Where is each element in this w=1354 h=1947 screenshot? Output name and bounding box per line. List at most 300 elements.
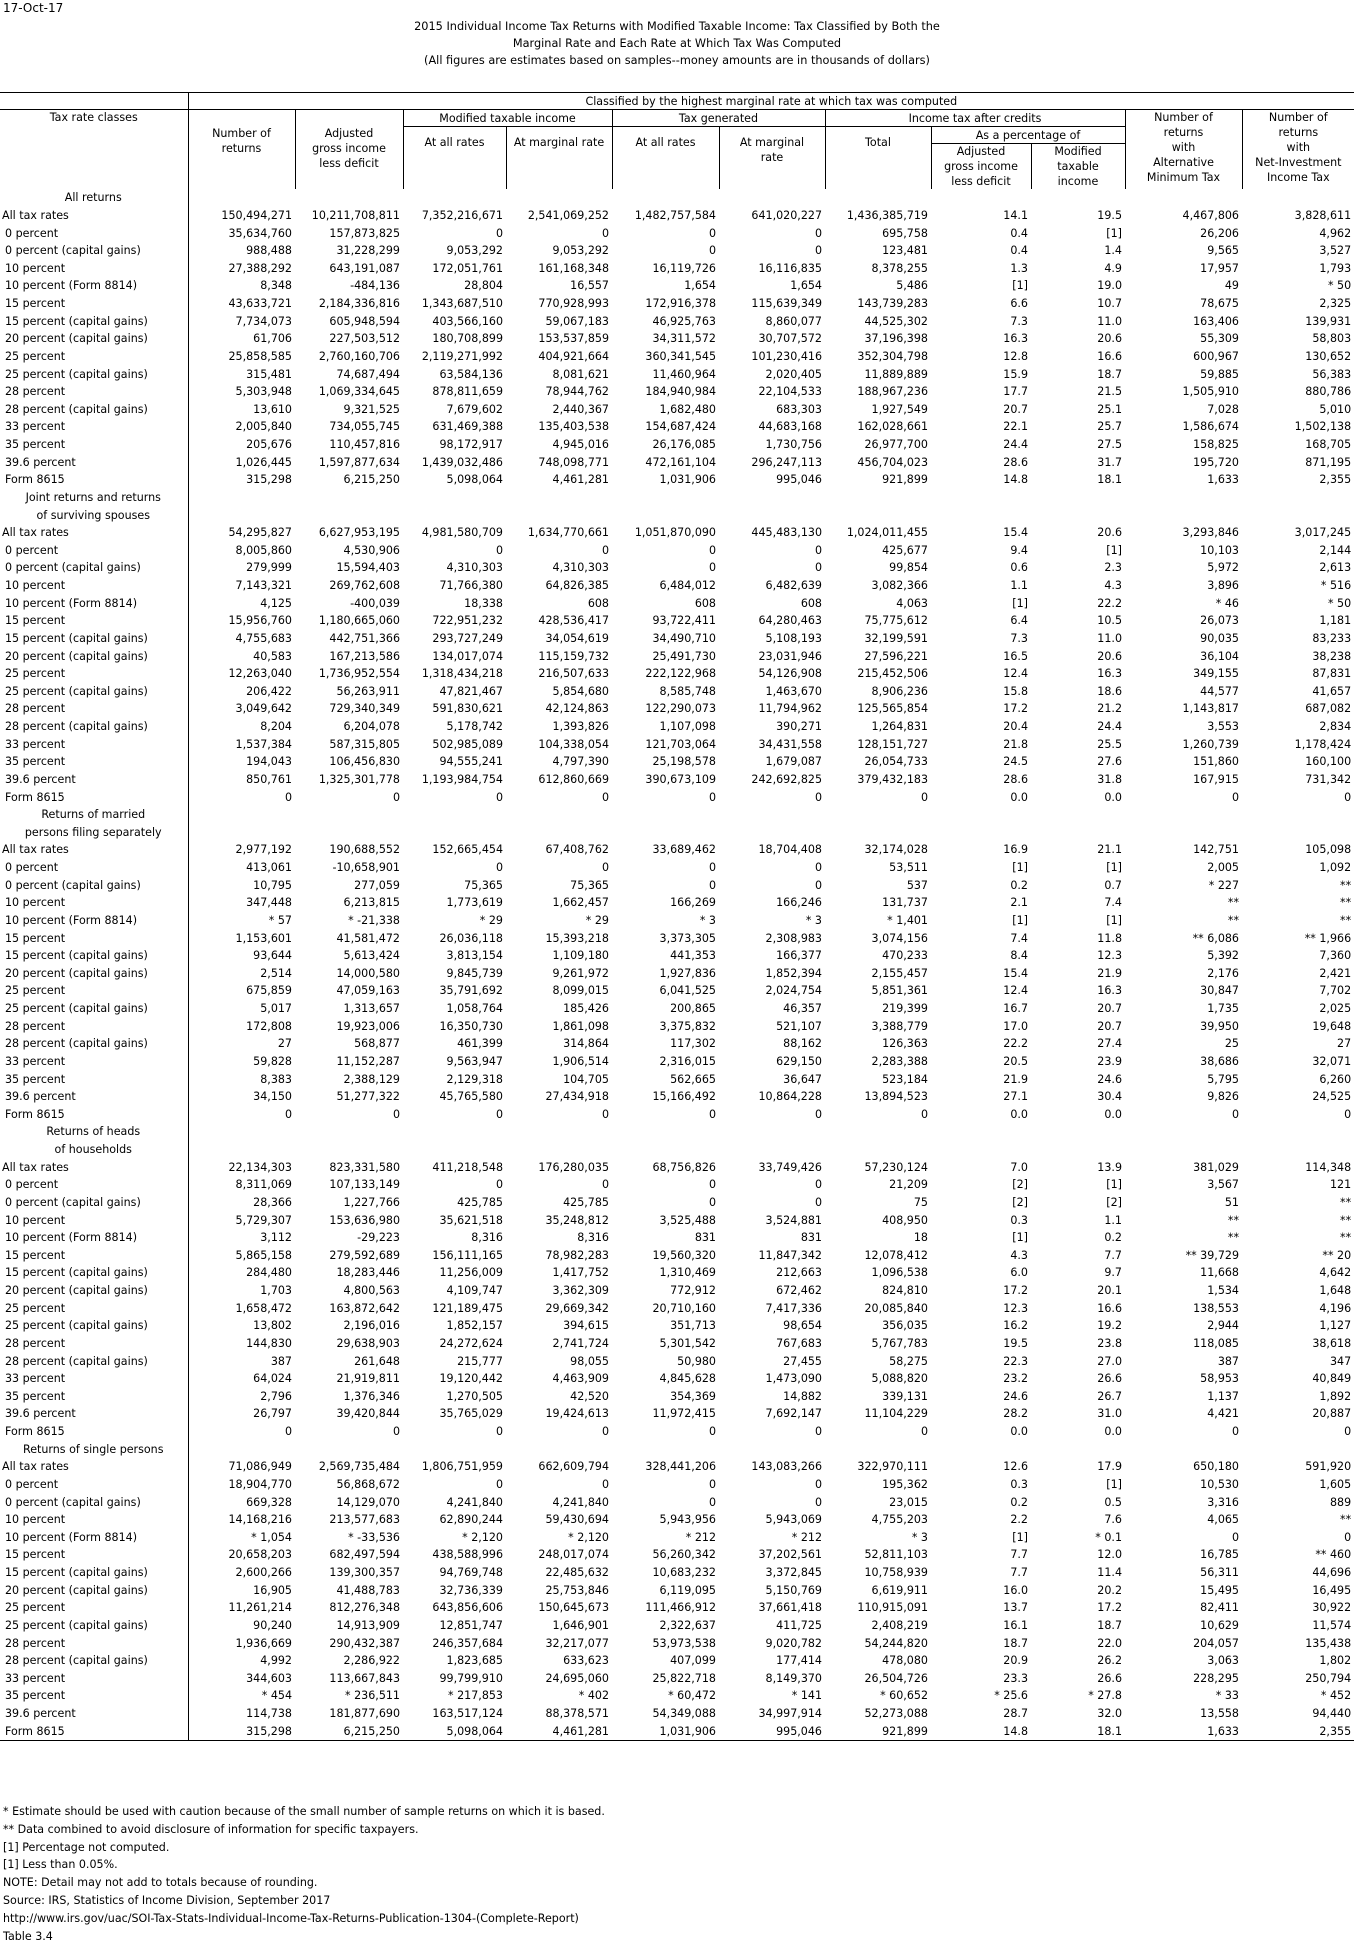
table-row: [0, 383, 1354, 401]
table-cell: 17.0: [1003, 1019, 1028, 1033]
table-row: [0, 453, 1354, 471]
table-row: [0, 1211, 1354, 1229]
table-cell: 15.4: [1003, 966, 1028, 980]
table-cell: 5,729,307: [235, 1213, 292, 1227]
table-cell: 20.7: [1097, 1019, 1122, 1033]
table-cell: 158,825: [1193, 438, 1239, 452]
table-row: [0, 224, 1354, 242]
table-cell: 5,865,158: [235, 1248, 292, 1262]
table-row: [0, 912, 1354, 930]
table-cell: * 3: [805, 913, 822, 927]
table-cell: 1,662,457: [552, 896, 609, 910]
row-label: 10 percent: [0, 577, 188, 595]
empty-cell: [1125, 1440, 1242, 1458]
table-cell: 56,383: [1312, 367, 1352, 381]
table-cell: 0: [814, 878, 822, 892]
empty-cell: [719, 1141, 825, 1159]
table-cell: 18,338: [464, 596, 503, 610]
table-cell: 0: [814, 561, 822, 575]
table-row: [0, 1458, 1354, 1476]
row-label: 28 percent (capital gains): [0, 718, 188, 736]
footnote: [1] Percentage not computed.: [3, 1840, 170, 1854]
table-cell: 22.0: [1097, 1636, 1122, 1650]
empty-cell: [403, 806, 506, 824]
table-cell: 123,481: [882, 244, 928, 258]
table-cell: 16.3: [1003, 332, 1028, 346]
empty-cell: [825, 506, 931, 524]
row-label: 28 percent (capital gains): [0, 1652, 188, 1670]
table-cell: 315,298: [246, 473, 292, 487]
empty-cell: [719, 806, 825, 824]
tax-table: [0, 92, 1354, 1741]
table-cell: 206,422: [246, 684, 292, 698]
table-cell: 9.4: [1010, 543, 1028, 557]
table-cell: 161,168,348: [538, 261, 609, 275]
table-cell: 32,199,591: [864, 631, 928, 645]
table-cell: 111,466,912: [645, 1601, 716, 1615]
table-cell: 78,944,762: [545, 385, 609, 399]
table-cell: 23.9: [1097, 1054, 1122, 1068]
table-cell: ** 1,966: [1304, 931, 1352, 945]
row-label: 35 percent: [0, 1388, 188, 1406]
table-cell: 2,308,983: [765, 931, 822, 945]
table-cell: 995,046: [776, 473, 822, 487]
table-row: [0, 683, 1354, 701]
table-cell: 20.7: [1097, 1002, 1122, 1016]
table-cell: 0: [708, 1195, 716, 1209]
row-label: 33 percent: [0, 1670, 188, 1688]
table-cell: * 50: [1327, 279, 1352, 293]
table-cell: 11.0: [1097, 631, 1122, 645]
group-header-as-percentage-of: As a percentage of: [931, 127, 1125, 144]
table-cell: 168,705: [1305, 438, 1352, 452]
table-cell: 118,085: [1193, 1336, 1239, 1350]
table-cell: 5,150,769: [765, 1583, 822, 1597]
table-cell: 31.8: [1097, 772, 1122, 786]
table-cell: 74,687,494: [336, 367, 400, 381]
col-header-tax-rate-classes: Tax rate classes: [49, 111, 138, 124]
table-cell: 46,925,763: [652, 314, 716, 328]
empty-cell: [612, 189, 719, 207]
col-header-number-of-returns: Number of returns: [188, 110, 295, 190]
table-cell: 30,707,572: [758, 332, 822, 346]
row-label: Form 8615: [0, 788, 188, 806]
table-cell: 47,059,163: [336, 984, 400, 998]
table-cell: 27.6: [1097, 755, 1122, 769]
table-cell: 461,399: [457, 1037, 503, 1051]
table-cell: **: [1340, 1231, 1352, 1245]
section-header-row: [0, 1141, 1354, 1159]
row-label: 10 percent: [0, 1211, 188, 1229]
table-cell: 4,241,840: [552, 1495, 609, 1509]
table-cell: 284,480: [246, 1266, 292, 1280]
table-cell: 15,166,492: [652, 1090, 716, 1104]
section-header-row: [0, 489, 1354, 507]
table-cell: 41,488,783: [336, 1583, 400, 1597]
table-cell: 20.6: [1097, 526, 1122, 540]
table-cell: 3,082,366: [871, 579, 928, 593]
empty-cell: [506, 1141, 612, 1159]
table-cell: 767,683: [776, 1336, 822, 1350]
table-cell: 404,921,664: [538, 349, 609, 363]
table-cell: * 29: [479, 913, 503, 927]
table-cell: 425,677: [882, 543, 928, 557]
table-cell: 22.3: [1003, 1354, 1028, 1368]
table-cell: 3,112: [260, 1231, 292, 1245]
table-cell: 21,209: [889, 1178, 928, 1192]
table-cell: 8,316: [577, 1231, 609, 1245]
table-cell: 38,618: [1312, 1336, 1352, 1350]
table-cell: 12.3: [1003, 1301, 1028, 1315]
table-cell: 2,316,015: [659, 1054, 716, 1068]
table-cell: 290,432,387: [329, 1636, 400, 1650]
table-cell: 13,558: [1200, 1707, 1239, 1721]
row-label: 39.6 percent: [0, 771, 188, 789]
table-cell: 16,557: [570, 279, 609, 293]
table-cell: 5,392: [1207, 949, 1239, 963]
table-cell: 5,301,542: [659, 1336, 716, 1350]
empty-cell: [825, 1141, 931, 1159]
table-cell: 104,338,054: [538, 737, 609, 751]
row-label: 15 percent (capital gains): [0, 1264, 188, 1282]
table-cell: 1,473,090: [765, 1372, 822, 1386]
table-cell: 261,648: [354, 1354, 400, 1368]
table-cell: 11.4: [1097, 1566, 1122, 1580]
table-cell: 328,441,206: [645, 1460, 716, 1474]
table-cell: 470,233: [882, 949, 928, 963]
table-cell: 407,099: [670, 1654, 716, 1668]
table-cell: 122,290,073: [645, 702, 716, 716]
table-cell: 18.7: [1097, 1618, 1122, 1632]
table-cell: 83,233: [1312, 631, 1352, 645]
table-cell: 0: [1344, 1425, 1352, 1439]
section-title: of households: [0, 1141, 188, 1159]
table-cell: * 212: [791, 1530, 822, 1544]
empty-cell: [295, 489, 403, 507]
title-line: Marginal Rate and Each Rate at Which Tax Was Computed: [512, 37, 842, 50]
table-cell: 21.8: [1003, 737, 1028, 751]
table-cell: ** 460: [1315, 1548, 1352, 1562]
table-cell: 6,619,911: [871, 1583, 928, 1597]
table-cell: 194,043: [246, 755, 292, 769]
empty-cell: [295, 1123, 403, 1141]
table-cell: 205,676: [246, 438, 292, 452]
table-cell: 669,328: [246, 1495, 292, 1509]
row-label: 28 percent: [0, 1335, 188, 1353]
table-cell: 50,980: [677, 1354, 716, 1368]
table-cell: 17.7: [1003, 385, 1028, 399]
table-cell: 0.0: [1104, 1425, 1122, 1439]
table-cell: 5,851,361: [871, 984, 928, 998]
table-cell: 23.2: [1003, 1372, 1028, 1386]
table-cell: 1,264,831: [871, 720, 928, 734]
table-cell: 20.1: [1097, 1284, 1122, 1298]
table-cell: 139,931: [1305, 314, 1352, 328]
table-cell: **: [1340, 1513, 1352, 1527]
table-cell: 672,462: [776, 1284, 822, 1298]
empty-cell: [295, 1141, 403, 1159]
table-cell: 7.7: [1010, 1566, 1028, 1580]
table-row: [0, 330, 1354, 348]
table-cell: 629,150: [776, 1054, 822, 1068]
table-cell: 18,283,446: [336, 1266, 400, 1280]
table-cell: 387: [270, 1354, 292, 1368]
table-cell: 8,005,860: [235, 543, 292, 557]
title-line: (All figures are estimates based on samples--money amounts are in thousands of dollars): [424, 54, 930, 67]
table-cell: 2,322,637: [659, 1618, 716, 1632]
table-cell: 2,760,160,706: [318, 349, 400, 363]
table-cell: 1.3: [1010, 261, 1028, 275]
table-row: [0, 947, 1354, 965]
row-label: 0 percent (capital gains): [0, 1493, 188, 1511]
table-cell: * 452: [1320, 1689, 1352, 1703]
table-cell: 1,227,766: [343, 1195, 400, 1209]
empty-cell: [188, 1440, 295, 1458]
table-cell: 2,184,336,816: [318, 297, 400, 311]
table-cell: 27,434,918: [545, 1090, 609, 1104]
empty-cell: [403, 506, 506, 524]
table-cell: 5,098,064: [403, 1722, 506, 1740]
table-cell: 106,456,830: [329, 755, 400, 769]
table-row: [0, 594, 1354, 612]
table-cell: 8,585,748: [659, 684, 716, 698]
table-cell: 25.7: [1097, 420, 1122, 434]
table-cell: [1]: [1106, 861, 1122, 875]
table-cell: 22,485,632: [545, 1566, 609, 1580]
table-cell: 150,494,271: [221, 208, 292, 222]
empty-cell: [295, 824, 403, 842]
table-cell: 772,912: [670, 1284, 716, 1298]
table-cell: 7.7: [1104, 1248, 1122, 1262]
table-cell: 641,020,227: [751, 208, 822, 222]
table-cell: 34,997,914: [758, 1707, 822, 1721]
empty-cell: [506, 189, 612, 207]
empty-cell: [403, 189, 506, 207]
table-cell: 988,488: [246, 244, 292, 258]
group-header-mti: Modified taxable income: [403, 110, 612, 127]
table-cell: 390,673,109: [645, 772, 716, 786]
col-header-tax-all-rates: At all rates: [612, 127, 719, 190]
table-cell: 7,692,147: [765, 1407, 822, 1421]
table-cell: 219,399: [882, 1002, 928, 1016]
table-cell: 3,388,779: [871, 1019, 928, 1033]
table-cell: 0: [601, 790, 609, 804]
table-row: [0, 1581, 1354, 1599]
table-cell: 113,667,843: [329, 1671, 400, 1685]
table-cell: 562,665: [670, 1072, 716, 1086]
table-cell: 11,152,287: [336, 1054, 400, 1068]
table-cell: 88,378,571: [545, 1707, 609, 1721]
table-cell: 25: [1224, 1037, 1239, 1051]
table-cell: 1,393,826: [552, 720, 609, 734]
table-cell: 6,204,078: [343, 720, 400, 734]
table-cell: 8,860,077: [765, 314, 822, 328]
table-cell: 35,791,692: [439, 984, 503, 998]
table-cell: 22.2: [1097, 596, 1122, 610]
table-row: [0, 277, 1354, 295]
table-cell: -10,658,901: [332, 861, 400, 875]
row-label: 10 percent (Form 8814): [0, 912, 188, 930]
table-cell: 0: [284, 790, 292, 804]
table-cell: 7,417,336: [765, 1301, 822, 1315]
table-cell: 7,702: [1319, 984, 1352, 998]
table-cell: 608: [694, 596, 716, 610]
col-header-niit: Number of returns with Net-Investment Income Tax: [1242, 110, 1354, 190]
table-cell: 9.7: [1104, 1266, 1122, 1280]
table-cell: 3,372,845: [765, 1566, 822, 1580]
table-cell: 2,005,840: [235, 420, 292, 434]
row-label: 0 percent: [0, 224, 188, 242]
table-cell: 650,180: [1193, 1460, 1239, 1474]
table-cell: 2,600,266: [235, 1566, 292, 1580]
table-cell: 19.5: [1097, 208, 1122, 222]
row-label: 35 percent: [0, 1687, 188, 1705]
table-cell: 14,882: [783, 1389, 822, 1403]
table-cell: 64,280,463: [758, 614, 822, 628]
footnotes: [3, 1803, 605, 1945]
empty-cell: [1125, 806, 1242, 824]
table-cell: 2,025: [1319, 1002, 1352, 1016]
table-cell: 360,341,545: [645, 349, 716, 363]
table-cell: 411,725: [776, 1618, 822, 1632]
table-cell: * 212: [685, 1530, 716, 1544]
table-cell: 35,621,518: [439, 1213, 503, 1227]
table-cell: 150,645,673: [538, 1601, 609, 1615]
table-cell: 0: [495, 1178, 503, 1192]
table-cell: * 60,472: [668, 1689, 716, 1703]
table-cell: 20,658,203: [228, 1548, 292, 1562]
table-cell: 54,244,820: [864, 1636, 928, 1650]
table-cell: [1]: [1012, 1530, 1028, 1544]
table-cell: 32,071: [1312, 1054, 1352, 1068]
row-label: All tax rates: [0, 841, 188, 859]
empty-cell: [719, 824, 825, 842]
table-cell: 6,484,012: [659, 579, 716, 593]
table-cell: 5,303,948: [235, 385, 292, 399]
table-cell: ** 20: [1322, 1248, 1352, 1262]
table-row: [0, 401, 1354, 419]
table-row: [0, 1317, 1354, 1335]
table-cell: 128,151,727: [857, 737, 928, 751]
table-cell: 30,922: [1312, 1601, 1352, 1615]
empty-cell: [931, 806, 1031, 824]
table-cell: 2,176: [1207, 966, 1239, 980]
row-label: 25 percent (capital gains): [0, 1000, 188, 1018]
table-cell: 26,176,085: [652, 438, 716, 452]
table-cell: 67,408,762: [545, 843, 609, 857]
table-cell: 200,865: [670, 1002, 716, 1016]
table-cell: 54,349,088: [652, 1707, 716, 1721]
table-cell: 25,491,730: [652, 649, 716, 663]
col-header-tax-marginal: At marginal rate: [719, 127, 825, 190]
table-cell: 98,172,917: [439, 438, 503, 452]
table-cell: 93,722,411: [652, 614, 716, 628]
table-cell: 11,256,009: [439, 1266, 503, 1280]
table-cell: 6,119,095: [659, 1583, 716, 1597]
table-cell: 78,675: [1200, 297, 1239, 311]
table-cell: 0: [495, 226, 503, 240]
table-cell: * 25.6: [994, 1689, 1028, 1703]
table-cell: 2.2: [1010, 1513, 1028, 1527]
empty-cell: [612, 506, 719, 524]
table-cell: 25.1: [1097, 402, 1122, 416]
table-cell: 44,577: [1200, 684, 1239, 698]
table-cell: 5,943,956: [659, 1513, 716, 1527]
table-cell: 64,024: [253, 1372, 292, 1386]
table-cell: 6.6: [1010, 297, 1028, 311]
table-cell: 16.5: [1003, 649, 1028, 663]
table-cell: 25,822,718: [652, 1671, 716, 1685]
table-cell: 162,028,661: [857, 420, 928, 434]
table-cell: 20,887: [1312, 1407, 1352, 1421]
table-cell: 4,797,390: [552, 755, 609, 769]
table-cell: 6,215,250: [343, 473, 400, 487]
table-cell: 1,730,756: [765, 438, 822, 452]
table-row: [0, 1264, 1354, 1282]
table-cell: 10,758,939: [864, 1566, 928, 1580]
table-cell: 4,310,303: [446, 561, 503, 575]
table-cell: 831: [694, 1231, 716, 1245]
table-cell: 101,230,416: [751, 349, 822, 363]
table-cell: 12,851,747: [439, 1618, 503, 1632]
footnote: * Estimate should be used with caution because of the small number of sample returns on which it is based.: [3, 1805, 605, 1818]
table-cell: 1,069,334,645: [318, 385, 400, 399]
table-cell: 682,497,594: [329, 1548, 400, 1562]
row-label: 35 percent: [0, 753, 188, 771]
table-row: [0, 647, 1354, 665]
row-label: 33 percent: [0, 418, 188, 436]
table-cell: -484,136: [350, 279, 400, 293]
table-cell: 4.9: [1104, 261, 1122, 275]
table-cell: 2,005: [1207, 861, 1239, 875]
table-cell: 126,363: [882, 1037, 928, 1051]
row-label: 15 percent: [0, 612, 188, 630]
table-cell: 0: [1231, 1107, 1239, 1121]
empty-cell: [825, 806, 931, 824]
table-cell: 195,720: [1193, 455, 1239, 469]
table-row: [0, 471, 1354, 489]
table-cell: 39,420,844: [336, 1407, 400, 1421]
row-label: 0 percent: [0, 1176, 188, 1194]
table-cell: 878,811,659: [432, 385, 503, 399]
empty-cell: [1242, 1440, 1354, 1458]
table-cell: **: [1340, 878, 1352, 892]
table-cell: 2,944: [1207, 1319, 1239, 1333]
table-cell: 390,271: [776, 720, 822, 734]
table-cell: 14.8: [1003, 473, 1028, 487]
table-cell: 643,856,606: [432, 1601, 503, 1615]
table-cell: [1]: [1012, 861, 1028, 875]
table-cell: 26,797: [253, 1407, 292, 1421]
table-cell: 11,574: [1312, 1618, 1352, 1632]
table-cell: 215,452,506: [857, 667, 928, 681]
table-cell: 3,362,309: [552, 1284, 609, 1298]
table-cell: 770,928,993: [538, 297, 609, 311]
table-cell: 608: [800, 596, 822, 610]
table-cell: 16.3: [1097, 667, 1122, 681]
table-cell: 347: [1329, 1354, 1352, 1368]
table-row: [0, 436, 1354, 454]
empty-cell: [612, 1141, 719, 1159]
table-cell: 0.0: [1010, 1107, 1028, 1121]
table-cell: 0: [708, 1178, 716, 1192]
table-cell: 1,313,657: [343, 1002, 400, 1016]
table-cell: 36,647: [783, 1072, 822, 1086]
table-cell: 11,847,342: [758, 1248, 822, 1262]
col-header-mti-marginal: At marginal rate: [506, 127, 612, 190]
row-label: 15 percent: [0, 295, 188, 313]
table-cell: 21.2: [1097, 702, 1122, 716]
